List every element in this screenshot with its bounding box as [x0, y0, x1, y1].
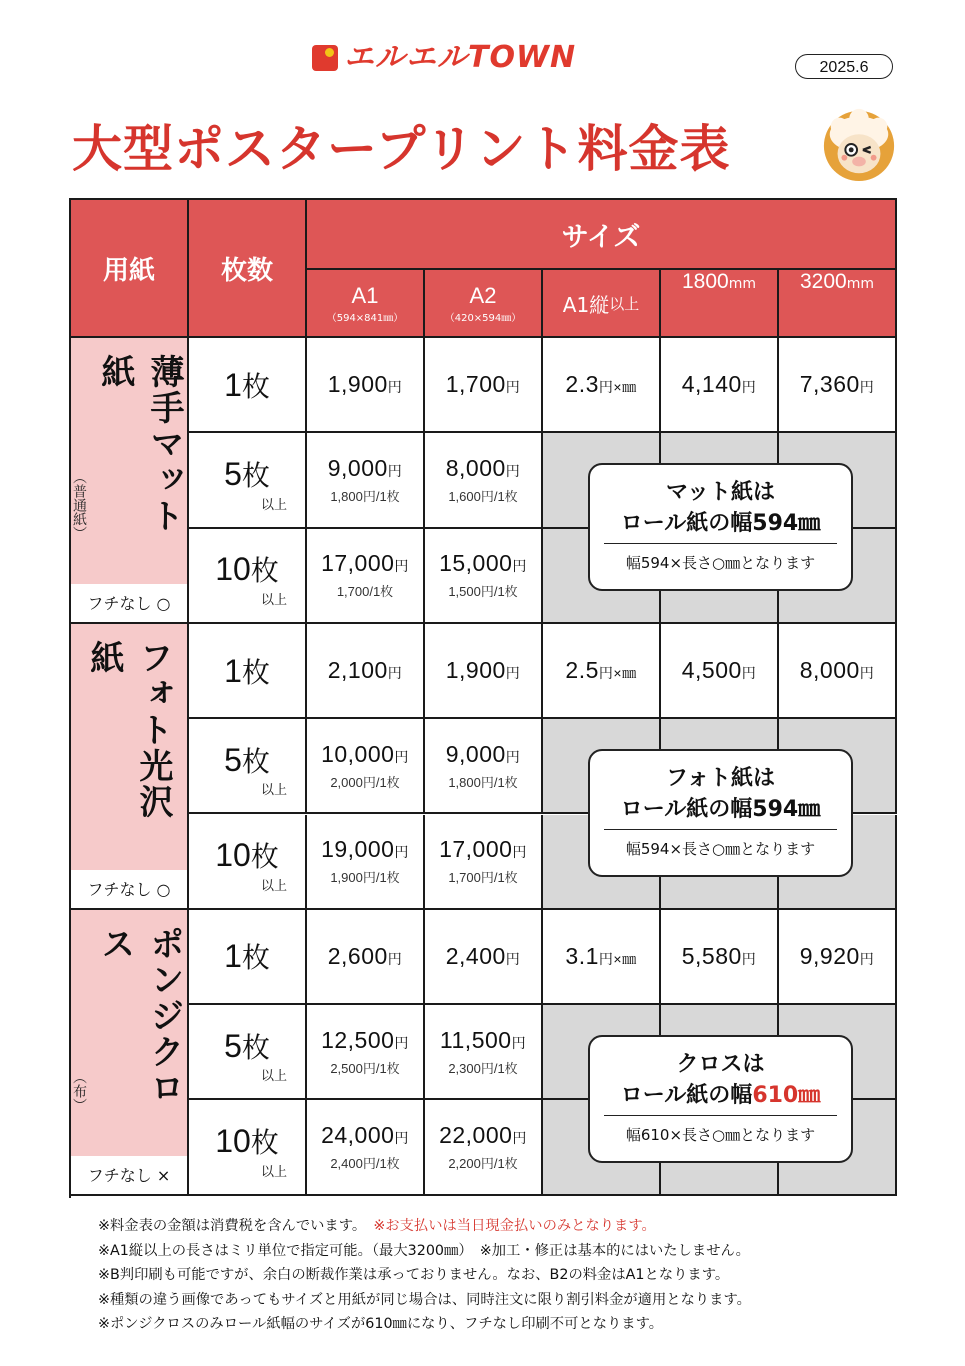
yen-label: 円: [394, 748, 409, 765]
box-line-2-red: 610㎜: [752, 1083, 821, 1109]
yen-label: 円: [394, 1130, 409, 1147]
price-value: 9,000: [327, 454, 388, 481]
price-cell-a1: [307, 338, 425, 433]
price-value: 5,580: [681, 942, 742, 969]
note-4: ※種類の違う画像であってもサイズと用紙が同じ場合は、同時注文に限り割引料金が適用となります。: [98, 1291, 751, 1308]
price-cell-p1800: [661, 338, 779, 433]
qty-cell: [189, 910, 307, 1005]
price-value: 12,500: [321, 1026, 395, 1053]
qty-value: [224, 740, 270, 780]
paper-name: フォト光沢紙: [84, 639, 173, 820]
box-line-3: 幅594×長さ○㎜となります: [625, 554, 816, 573]
price-cell-a1: [307, 624, 425, 719]
yen-label: 円: [505, 950, 521, 967]
qty-unit: 枚: [241, 744, 270, 778]
price-value: 4,500: [681, 657, 742, 684]
qty-unit: 枚: [241, 655, 270, 689]
price-cell-a1: [307, 815, 425, 910]
box-line-2: [604, 1078, 837, 1116]
price-a1: [321, 1122, 409, 1149]
box-line-3: 幅594×長さ○㎜となります: [625, 840, 816, 859]
header-qty: 枚数: [189, 200, 307, 338]
price-value: 17,000: [439, 836, 513, 863]
a1tate-unit: 円×㎜: [598, 665, 637, 682]
price-a2: [440, 1027, 526, 1054]
box-line-3: 幅610×長さ○㎜となります: [625, 1126, 816, 1145]
date-badge: 2025.6: [795, 54, 893, 79]
header-size: サイズ: [307, 200, 897, 270]
price-a1tate: [565, 943, 636, 970]
yen-label: 円: [512, 558, 527, 575]
yen-label: 円: [859, 665, 875, 682]
price-value: 24,000: [321, 1122, 395, 1149]
qty-number: 10: [215, 1123, 251, 1160]
yen-label: 円: [741, 950, 757, 967]
yen-label: 円: [505, 665, 521, 682]
price-a2: [446, 371, 521, 398]
price-a1: [321, 836, 409, 863]
price-cell-p1800: [661, 624, 779, 719]
yen-label: 円: [512, 1130, 527, 1147]
price-cell-a2: [425, 433, 543, 528]
price-value: 2,100: [327, 657, 388, 684]
yen-label: 円: [741, 379, 757, 396]
price-a2: [446, 741, 521, 768]
note-2: ※A1縦以上の長さはミリ単位で指定可能。（最大3200㎜） ※加工・修正は基本的にはいたしません。: [98, 1242, 750, 1259]
price-cell-a2: [425, 1100, 543, 1195]
qty-cell: [189, 433, 307, 528]
col-3200: 3200 mm: [779, 270, 897, 338]
price-a2: [439, 550, 527, 577]
yen-label: 円: [387, 379, 403, 396]
price-cell-a2: [425, 910, 543, 1005]
yen-label: 円: [505, 379, 521, 396]
note-1: ※料金表の金額は消費税を含んでいます。 ※お支払いは当日現金払いのみとなります。: [98, 1218, 656, 1234]
unit-price: 1,700/1枚: [336, 584, 394, 600]
price-a1: [328, 657, 403, 684]
box-line-2-text: ロール紙の幅594㎜: [620, 797, 821, 823]
box-line-2: [604, 792, 837, 830]
qty-sub: 以上: [260, 1069, 287, 1085]
yen-label: 円: [505, 748, 521, 765]
logo-mark-icon: [312, 45, 338, 71]
col-a2: A2 （420×594㎜）: [425, 270, 543, 338]
qty-cell: [189, 1005, 307, 1100]
borderless-status: フチなし ×: [71, 1156, 187, 1194]
roll-width-box: [588, 463, 853, 591]
qty-cell: [189, 624, 307, 719]
qty-sub: 以上: [260, 783, 287, 799]
qty-number: 5: [224, 1027, 242, 1064]
price-cell-p3200: [779, 910, 897, 1005]
qty-number: 1: [224, 366, 242, 403]
box-line-1: フォト紙は: [666, 766, 775, 792]
price-value: 8,000: [799, 657, 860, 684]
price-cell-a1tate: [543, 624, 661, 719]
qty-unit: 枚: [241, 1030, 270, 1064]
price-value: 2,400: [445, 942, 506, 969]
price-a1: [328, 943, 403, 970]
price-value: 1,900: [327, 371, 388, 398]
price-a1: [321, 1027, 409, 1054]
note-3: ※B判印刷も可能ですが、余白の断裁作業は承っておりません。なお、B2の料金はA1となります。: [98, 1267, 730, 1284]
paper-cell: [71, 910, 189, 1196]
price-value: 1,900: [445, 657, 506, 684]
price-value: 17,000: [321, 550, 395, 577]
qty-number: 10: [215, 837, 251, 874]
price-p3200: [800, 657, 875, 684]
col-a1-tate: A1縦 以上: [543, 270, 661, 338]
price-cell-a2: [425, 719, 543, 814]
price-value: 22,000: [439, 1122, 513, 1149]
price-value: 10,000: [321, 740, 395, 767]
note-5: ※ポンジクロスのみロール紙幅のサイズが610㎜になり、フチなし印刷不可となります。: [98, 1316, 664, 1333]
qty-number: 5: [224, 741, 242, 778]
price-a1: [328, 371, 403, 398]
yen-label: 円: [859, 379, 875, 396]
price-cell-a1: [307, 719, 425, 814]
box-line-2: [604, 506, 837, 544]
qty-unit: 枚: [250, 554, 279, 588]
qty-sub: 以上: [260, 497, 287, 513]
yen-label: 円: [859, 950, 875, 967]
paper-name: ポンジクロス: [95, 925, 184, 1106]
price-value: 2,600: [327, 942, 388, 969]
unit-price: 2,400円/1枚: [330, 1156, 400, 1172]
unit-price: 1,800円/1枚: [448, 774, 518, 790]
yen-label: 円: [511, 1034, 527, 1051]
unit-price: 2,300円/1枚: [448, 1060, 518, 1076]
a1tate-unit: 円×㎜: [598, 950, 637, 967]
qty-cell: [189, 815, 307, 910]
qty-unit: 枚: [250, 1126, 279, 1160]
mascot-icon: [820, 105, 898, 183]
qty-unit: 枚: [241, 458, 270, 492]
qty-cell: [189, 338, 307, 433]
qty-number: 1: [224, 652, 242, 689]
qty-cell: [189, 1100, 307, 1195]
price-p1800: [682, 943, 757, 970]
qty-value: [224, 454, 270, 494]
qty-sub: 以上: [260, 878, 287, 894]
a1tate-value: 2.3: [565, 371, 599, 398]
unit-price: 1,600円/1枚: [448, 488, 518, 504]
a1tate-value: 3.1: [565, 942, 599, 969]
page-title: 大型ポスタープリント料金表: [72, 120, 731, 178]
qty-value: [215, 835, 279, 875]
unit-price: 1,900円/1枚: [330, 870, 400, 886]
roll-width-box: [588, 1035, 853, 1163]
price-table: [69, 198, 897, 1198]
price-cell-a1: [307, 433, 425, 528]
yen-label: 円: [394, 1034, 409, 1051]
price-p3200: [800, 943, 875, 970]
yen-label: 円: [387, 462, 403, 479]
qty-value: [215, 549, 279, 589]
unit-price: 2,000円/1枚: [330, 774, 400, 790]
qty-value: [224, 651, 270, 691]
price-p1800: [682, 657, 757, 684]
paper-cell: [71, 338, 189, 624]
a1tate-value: 2.5: [565, 657, 599, 684]
paper-note: （普通紙）: [71, 469, 87, 540]
qty-value: [224, 936, 270, 976]
yen-label: 円: [512, 844, 527, 861]
price-p1800: [682, 371, 757, 398]
box-line-2-text: ロール紙の幅: [620, 1083, 753, 1109]
qty-value: [215, 1121, 279, 1161]
price-cell-a2: [425, 338, 543, 433]
price-a2: [446, 455, 521, 482]
price-a1tate: [565, 371, 636, 398]
brand-logo: [312, 40, 576, 76]
yen-label: 円: [387, 665, 403, 682]
price-cell-a1tate: [543, 910, 661, 1005]
qty-cell: [189, 719, 307, 814]
price-cell-p3200: [779, 338, 897, 433]
price-cell-a2: [425, 529, 543, 624]
paper-note: （布）: [71, 1069, 87, 1112]
unit-price: 1,700円/1枚: [448, 870, 518, 886]
price-a1: [321, 741, 409, 768]
qty-sub: 以上: [260, 1164, 287, 1180]
unit-price: 1,800円/1枚: [330, 488, 400, 504]
price-a2: [446, 943, 521, 970]
qty-unit: 枚: [241, 369, 270, 403]
price-a2: [446, 657, 521, 684]
price-value: 8,000: [445, 454, 506, 481]
price-p3200: [800, 371, 875, 398]
qty-number: 10: [215, 551, 251, 588]
roll-width-box: [588, 749, 853, 877]
qty-number: 1: [224, 938, 242, 975]
price-cell-a1: [307, 1100, 425, 1195]
yen-label: 円: [394, 844, 409, 861]
price-cell-a1tate: [543, 338, 661, 433]
qty-value: [224, 1026, 270, 1066]
logo-text: エルエルTOWN: [344, 40, 577, 75]
price-value: 4,140: [681, 371, 742, 398]
a1tate-unit: 円×㎜: [598, 379, 637, 396]
qty-value: [224, 365, 270, 405]
paper-name-wrap: [71, 640, 187, 856]
price-cell-p3200: [779, 624, 897, 719]
price-a2: [439, 1122, 527, 1149]
yen-label: 円: [741, 665, 757, 682]
price-a1: [328, 455, 403, 482]
paper-name-wrap: [71, 354, 187, 570]
note-1-payment: ※お支払いは当日現金払いのみとなります。: [373, 1218, 656, 1234]
paper-name: 薄手マット紙: [95, 354, 184, 534]
box-line-2-text: ロール紙の幅594㎜: [620, 511, 821, 537]
price-value: 19,000: [321, 836, 395, 863]
header-paper: 用紙: [71, 200, 189, 338]
qty-unit: 枚: [250, 840, 279, 874]
qty-unit: 枚: [241, 941, 270, 975]
price-cell-p1800: [661, 910, 779, 1005]
unit-price: 2,200円/1枚: [448, 1156, 518, 1172]
qty-cell: [189, 529, 307, 624]
unit-price: 1,500円/1枚: [448, 584, 518, 600]
qty-sub: 以上: [260, 592, 287, 608]
price-a1tate: [565, 657, 636, 684]
yen-label: 円: [387, 950, 403, 967]
box-line-1: マット紙は: [665, 480, 776, 506]
price-cell-a2: [425, 1005, 543, 1100]
qty-number: 5: [224, 455, 242, 492]
price-value: 15,000: [439, 550, 513, 577]
price-cell-a2: [425, 624, 543, 719]
col-a1: A1 （594×841㎜）: [307, 270, 425, 338]
price-a1: [321, 550, 409, 577]
paper-name-wrap: [71, 926, 187, 1142]
unit-price: 2,500円/1枚: [330, 1060, 400, 1076]
borderless-status: フチなし ○: [71, 584, 187, 622]
price-cell-a1: [307, 910, 425, 1005]
price-value: 9,000: [445, 740, 506, 767]
price-cell-a2: [425, 815, 543, 910]
price-value: 1,700: [445, 371, 506, 398]
yen-label: 円: [394, 558, 409, 575]
price-value: 9,920: [799, 942, 860, 969]
price-value: 7,360: [799, 371, 860, 398]
price-value: 11,500: [439, 1026, 512, 1053]
price-cell-a1: [307, 529, 425, 624]
notes: [98, 1214, 958, 1337]
paper-cell: [71, 624, 189, 910]
borderless-status: フチなし ○: [71, 870, 187, 908]
price-cell-a1: [307, 1005, 425, 1100]
price-a2: [439, 836, 527, 863]
box-line-1: クロスは: [676, 1052, 765, 1078]
yen-label: 円: [505, 462, 521, 479]
col-1800: 1800 mm: [661, 270, 779, 338]
